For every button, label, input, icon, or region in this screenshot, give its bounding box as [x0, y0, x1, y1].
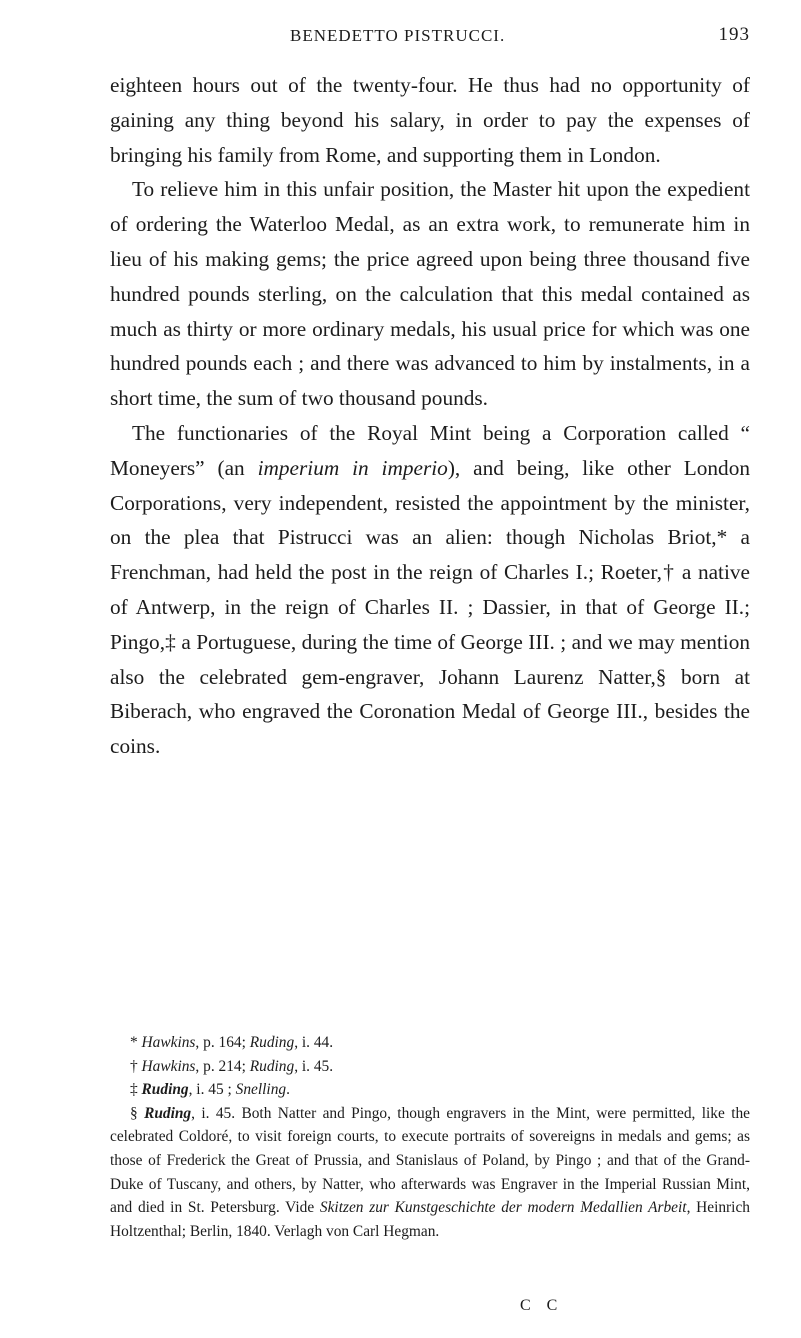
footnote-mark: ‡: [130, 1081, 142, 1099]
footnote-mark: §: [130, 1104, 145, 1122]
paragraph-1: eighteen hours out of the twenty-four. He thus had no opportunity of gaining any thing beyond his salary, in order to pay the expenses of bringing his family from Rome, and supporting them in London.: [110, 73, 750, 167]
footnote-source: Ruding: [144, 1104, 192, 1122]
footnote-text: , i. 44.: [294, 1034, 334, 1051]
footnote-1: [110, 1031, 750, 1055]
signature-mark: C C: [520, 1297, 564, 1314]
page-number: 193: [718, 24, 750, 45]
footnote-text: , i. 45 ;: [188, 1081, 236, 1099]
footnote-4: [110, 1102, 750, 1244]
paragraph-3-part-c: ), and being, like other London Corporations, very independent, resisted the appointment by the minister, on the plea that Pistrucci was an alien: though Nicholas Briot,* a Frenchman, had held the post in the reign of Charles I.; Roeter,† a native of Antwerp, in the reign of Charles II. ; Dassier, in that of George II.; Pingo,‡ a Portuguese, during the time of George III. ; and we may mention also the celebrated gem-engraver, Johann Laurenz Natter,§ born at Biberach, who engraved the Coronation Medal of George III., besides the coins.: [110, 455, 750, 759]
footnote-source: Hawkins: [141, 1057, 196, 1075]
footnote-text: , p. 164;: [195, 1034, 250, 1051]
footnote-mark: *: [130, 1034, 142, 1051]
running-title: BENEDETTO PISTRUCCI.: [290, 26, 506, 45]
footnote-text: , p. 214;: [195, 1057, 250, 1075]
paragraph-3-part-a: The functionaries of the Royal Mint being a Corporation called “ Moneyers” (an: [110, 420, 750, 480]
footnote-mark: †: [130, 1057, 142, 1075]
footnote-text: , Heinrich Holtzenthal; Berlin, 1840. Verlagh von Carl Hegman.: [110, 1199, 750, 1240]
running-header: [110, 22, 750, 52]
footnotes: [110, 1031, 750, 1243]
footnote-book-title: Skitzen zur Kunstgeschichte der modern Medallien Arbeit: [319, 1199, 687, 1217]
footnote-text: , i. 45.: [294, 1057, 334, 1075]
footnote-text: .: [286, 1081, 290, 1099]
footnote-3: [110, 1078, 750, 1102]
footnote-source: Ruding: [249, 1034, 295, 1051]
paragraph-2: To relieve him in this unfair position, the Master hit upon the expedient of ordering the Waterloo Medal, as an extra work, to remunerate him in lieu of his making gems; the price agreed upon being three thousand five hundred pounds sterling, on the calculation that this medal contained as much as thirty or more ordinary medals, his usual price for which was one hundred pounds each ; and there was advanced to him by instalments, in a short time, the sum of two thousand pounds.: [110, 177, 750, 411]
footnote-source: Hawkins: [141, 1034, 196, 1051]
footnote-text: , i. 45. Both Natter and Pingo, though engravers in the Mint, were permitted, like the celebrated Coldoré, to visit foreign courts, to execute portraits of sovereigns in medals and gems; as those of Frederick the Great of Prussia, and Stanislaus of Poland, by Pingo ; and that of the Grand-Duke of Tuscany, and others, by Natter, who afterwards was Engraver in the Imperial Russian Mint, and died in St. Petersburg. Vide: [110, 1104, 750, 1217]
main-text: [110, 68, 750, 764]
footnote-source: Ruding: [141, 1081, 189, 1099]
latin-phrase: imperium in imperio: [257, 455, 448, 480]
footnote-source: Ruding: [249, 1057, 295, 1075]
footnote-source: Snelling: [235, 1081, 287, 1099]
footnote-2: [110, 1055, 750, 1079]
paragraph-3: [110, 416, 750, 764]
